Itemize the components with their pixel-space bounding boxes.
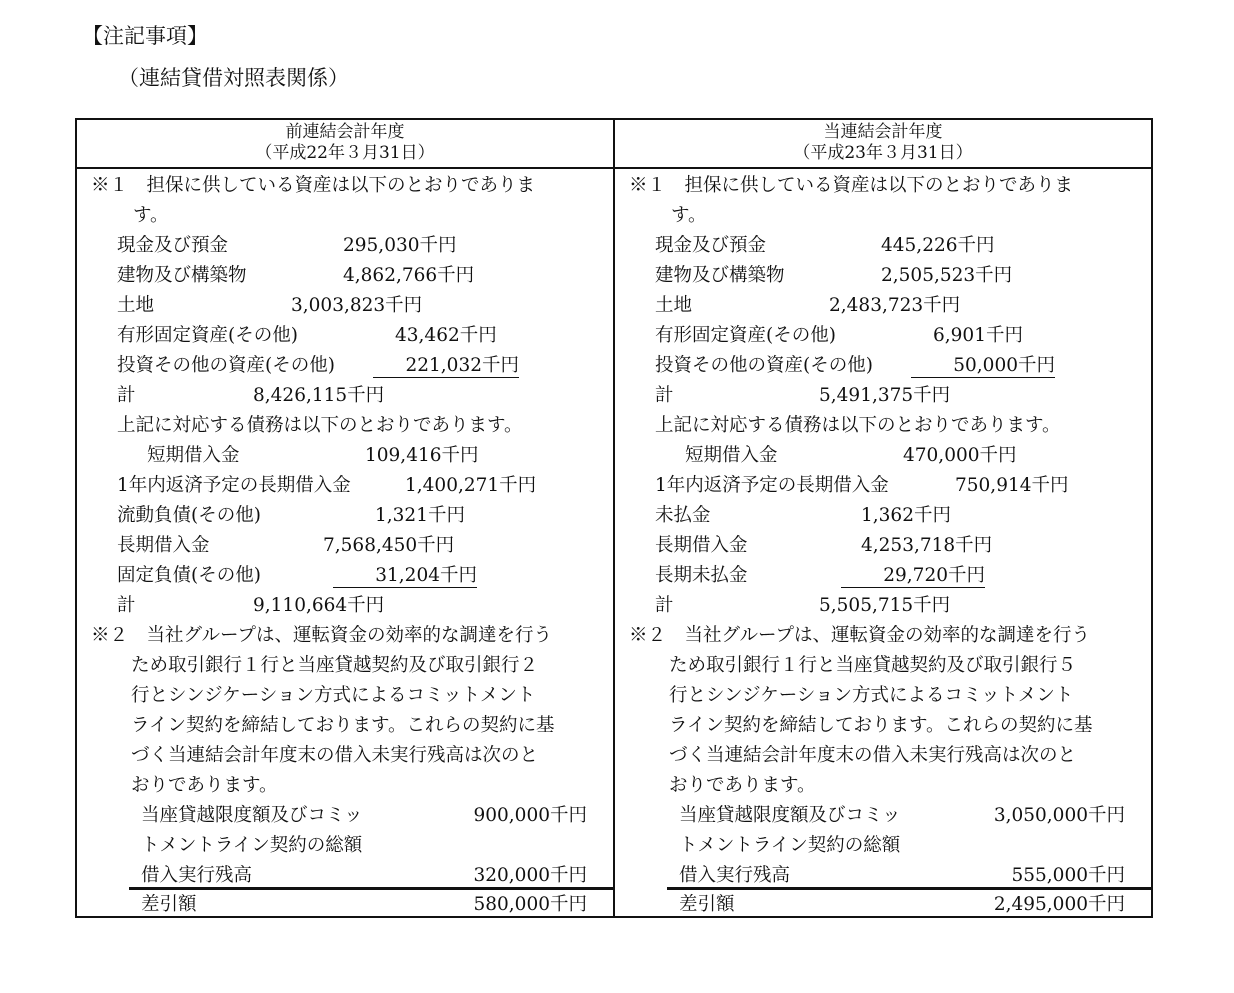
column-curr	[615, 169, 1151, 916]
debt-label-long-term: 長期借入金	[655, 535, 748, 556]
debt-value-current-other: 1,321千円	[375, 505, 465, 526]
debt-value-current-long-term: 750,914千円	[955, 475, 1069, 496]
debt-label-total: 計	[655, 595, 674, 616]
note2-line4: ライン契約を締結しております。これらの契約に基	[669, 715, 1093, 736]
asset-value-investments-other: 221,032千円	[373, 355, 519, 378]
note2-line2: ため取引銀行１行と当座貸越契約及び取引銀行５	[669, 655, 1077, 676]
difference-label: 差引額	[679, 894, 735, 915]
note1-line2: す。	[671, 205, 707, 226]
asset-value-cash: 295,030千円	[343, 235, 457, 256]
asset-value-investments-other: 50,000千円	[911, 355, 1055, 378]
drawn-value: 320,000千円	[473, 865, 587, 886]
note2-line1: ※２ 当社グループは、運転資金の効率的な調達を行う	[629, 625, 1091, 646]
drawn-value: 555,000千円	[1011, 865, 1125, 886]
commitment-value: 900,000千円	[473, 805, 587, 826]
notes-table	[75, 118, 1153, 918]
note1-line1: ※１ 担保に供している資産は以下のとおりでありま	[629, 175, 1074, 196]
debt-value-short-term: 109,416千円	[365, 445, 479, 466]
asset-label-land: 土地	[655, 295, 693, 316]
section-subheading: （連結貸借対照表関係）	[118, 66, 349, 90]
commitment-label-line1: 当座貸越限度額及びコミッ	[679, 805, 901, 826]
debt-label-total: 計	[117, 595, 136, 616]
difference-value: 580,000千円	[473, 894, 587, 915]
debt-value-total: 5,505,715千円	[819, 595, 951, 616]
asset-label-buildings: 建物及び構築物	[655, 265, 785, 286]
note2-line6: おりであります。	[131, 775, 278, 796]
sum-rule	[667, 887, 1151, 890]
note1-line2: す。	[133, 205, 169, 226]
debt-value-current-long-term: 1,400,271千円	[405, 475, 537, 496]
asset-label-land: 土地	[117, 295, 155, 316]
asset-value-tangible-other: 43,462千円	[395, 325, 497, 346]
debt-label-fixed-other: 固定負債(その他)	[117, 565, 261, 586]
note2-line1: ※２ 当社グループは、運転資金の効率的な調達を行う	[91, 625, 553, 646]
commitment-label-line2: トメントライン契約の総額	[141, 835, 363, 856]
commitment-label-line1: 当座貸越限度額及びコミッ	[141, 805, 363, 826]
asset-value-total: 5,491,375千円	[819, 385, 951, 406]
debt-value-long-term: 7,568,450千円	[323, 535, 455, 556]
asset-label-total: 計	[117, 385, 136, 406]
debt-label-current-other: 流動負債(その他)	[117, 505, 261, 526]
debt-value-fixed-other: 31,204千円	[333, 565, 477, 588]
difference-value: 2,495,000千円	[993, 894, 1125, 915]
drawn-label: 借入実行残高	[141, 865, 253, 886]
note2-line2: ため取引銀行１行と当座貸越契約及び取引銀行２	[131, 655, 539, 676]
debt-intro: 上記に対応する債務は以下のとおりであります。	[655, 415, 1061, 436]
column-header-date: （平成22年３月31日）	[255, 143, 435, 163]
asset-label-investments-other: 投資その他の資産(その他)	[117, 355, 335, 376]
debt-label-current-long-term: 1年内返済予定の長期借入金	[117, 475, 351, 496]
debt-intro: 上記に対応する債務は以下のとおりであります。	[117, 415, 523, 436]
asset-value-buildings: 2,505,523千円	[881, 265, 1013, 286]
column-header-prev	[77, 122, 613, 164]
commitment-label-line2: トメントライン契約の総額	[679, 835, 901, 856]
note1-line1: ※１ 担保に供している資産は以下のとおりでありま	[91, 175, 536, 196]
asset-label-cash: 現金及び預金	[655, 235, 767, 256]
notes-heading: 【注記事項】	[82, 24, 208, 48]
column-header-curr	[615, 122, 1151, 164]
note2-line3: 行とシンジケーション方式によるコミットメント	[669, 685, 1074, 706]
note2-line5: づく当連結会計年度末の借入未実行残高は次のと	[669, 745, 1077, 766]
debt-label-long-term-payable: 長期未払金	[655, 565, 748, 586]
debt-value-long-term-payable: 29,720千円	[841, 565, 985, 588]
drawn-label: 借入実行残高	[679, 865, 791, 886]
note2-line5: づく当連結会計年度末の借入未実行残高は次のと	[131, 745, 539, 766]
debt-value-short-term: 470,000千円	[903, 445, 1017, 466]
asset-label-total: 計	[655, 385, 674, 406]
column-header-title: 前連結会計年度	[285, 122, 405, 142]
difference-label: 差引額	[141, 894, 197, 915]
commitment-value: 3,050,000千円	[993, 805, 1125, 826]
note2-line4: ライン契約を締結しております。これらの契約に基	[131, 715, 555, 736]
asset-value-cash: 445,226千円	[881, 235, 995, 256]
debt-value-accounts-payable: 1,362千円	[861, 505, 951, 526]
asset-value-tangible-other: 6,901千円	[933, 325, 1023, 346]
debt-label-accounts-payable: 未払金	[655, 505, 711, 526]
asset-label-cash: 現金及び預金	[117, 235, 229, 256]
note2-line3: 行とシンジケーション方式によるコミットメント	[131, 685, 536, 706]
debt-value-long-term: 4,253,718千円	[861, 535, 993, 556]
debt-label-short-term: 短期借入金	[147, 445, 240, 466]
asset-value-total: 8,426,115千円	[253, 385, 385, 406]
note2-line6: おりであります。	[669, 775, 816, 796]
debt-label-current-long-term: 1年内返済予定の長期借入金	[655, 475, 889, 496]
debt-label-short-term: 短期借入金	[685, 445, 778, 466]
debt-label-long-term: 長期借入金	[117, 535, 210, 556]
sum-rule	[129, 887, 613, 890]
column-prev	[77, 169, 613, 916]
asset-label-tangible-other: 有形固定資産(その他)	[655, 325, 836, 346]
asset-value-land: 2,483,723千円	[829, 295, 961, 316]
asset-label-tangible-other: 有形固定資産(その他)	[117, 325, 298, 346]
asset-value-land: 3,003,823千円	[291, 295, 423, 316]
column-header-date: （平成23年３月31日）	[793, 143, 973, 163]
asset-label-buildings: 建物及び構築物	[117, 265, 247, 286]
asset-value-buildings: 4,862,766千円	[343, 265, 475, 286]
debt-value-total: 9,110,664千円	[253, 595, 385, 616]
asset-label-investments-other: 投資その他の資産(その他)	[655, 355, 873, 376]
column-header-title: 当連結会計年度	[823, 122, 943, 142]
